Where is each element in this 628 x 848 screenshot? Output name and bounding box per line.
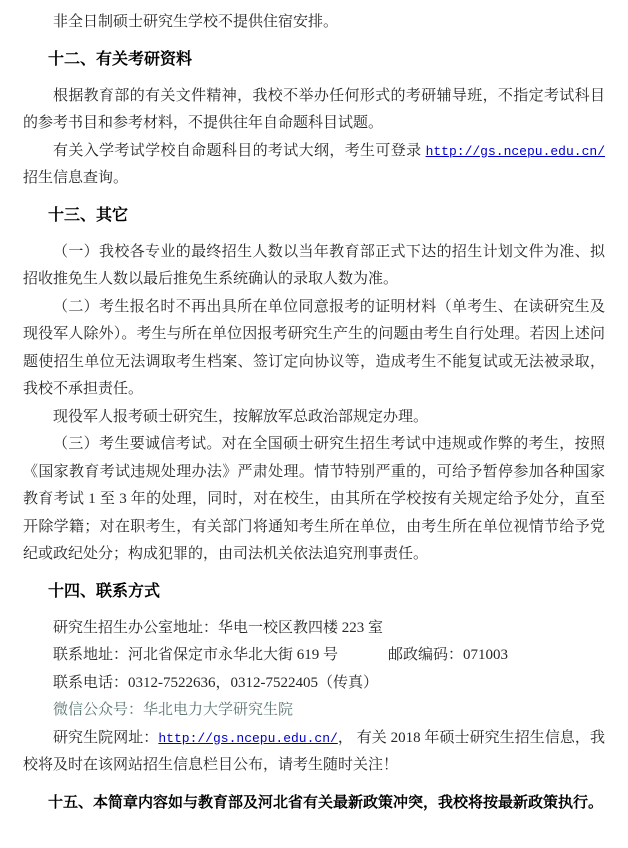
- registration-certificate-paragraph: （二）考生报名时不再出具所在单位同意报考的证明材料（单考生、在读研究生及现役军人除外）。考生与所在单位因报考研究生产生的问题由考生自行处理。若因上述问题使招生单位无法调取考生档案、签订定向协议等，造成考生不能复试或无法被录取，我校不承担责任。: [23, 298, 605, 397]
- wechat-account-line: 微信公众号：华北电力大学研究生院: [53, 702, 294, 718]
- housing-note-paragraph: 非全日制硕士研究生学校不提供住宿安排。: [53, 14, 339, 30]
- exam-materials-policy-paragraph: 根据教育部的有关文件精神，我校不举办任何形式的考研辅导班，不指定考试科目的参考书目和参考材料，不提供往年自命题科目试题。: [23, 87, 605, 131]
- exam-syllabus-site-link[interactable]: http://gs.ncepu.edu.cn/: [425, 143, 605, 159]
- exam-syllabus-text-pre: 有关入学考试学校自命题科目的考试大纲，考生可登录: [53, 142, 426, 159]
- mailing-address-text: 联系地址：河北省保定市永华北大街 619 号: [53, 647, 339, 663]
- exam-syllabus-text-post: 招生信息查询。: [23, 170, 129, 186]
- website-text-post: ， 有关 2018 年硕士研究生招生信息，我校将及时在该网站招生信息栏目公布，请考生随时关注！: [23, 729, 605, 773]
- graduate-school-site-link[interactable]: http://gs.ncepu.edu.cn/: [158, 730, 338, 746]
- postal-code-text: 邮政编码：071003: [388, 647, 509, 663]
- mailing-address-line: [23, 642, 605, 670]
- exam-syllabus-paragraph: [23, 138, 605, 193]
- section-14-heading: 十四、联系方式: [48, 582, 161, 600]
- phone-line: 联系电话：0312-7522636，0312-7522405（传真）: [53, 674, 378, 691]
- website-label-text: 研究生院网址：: [53, 729, 159, 746]
- section-15-heading: 十五、本简章内容如与教育部及河北省有关最新政策冲突，我校将按最新政策执行。: [48, 793, 604, 811]
- enrollment-quota-paragraph: （一）我校各专业的最终招生人数以当年教育部正式下达的招生计划文件为准、拟招收推免生人数以最后推免生系统确认的录取人数为准。: [23, 243, 605, 287]
- office-address-line: 研究生招生办公室地址：华电一校区教四楼 223 室: [53, 619, 384, 636]
- section-12-heading: 十二、有关考研资料: [48, 50, 193, 68]
- section-13-heading: 十三、其它: [48, 206, 129, 224]
- exam-integrity-paragraph: （三）考生要诚信考试。对在全国硕士研究生招生考试中违规或作弊的考生，按照《国家教育考试违规处理办法》严肃处理。情节特别严重的，可给予暂停参加各种国家教育考试 1 至 3 年的处理，同时，对在校生，由其所在学校按有关规定给予处分，直至开除学籍；对在职考生，有关部门将通知考生所在单位，由考生所在单位视情节给予党纪或政纪处分；构成犯罪的，由司法机关依法追究刑事责任。: [23, 436, 605, 562]
- military-applicants-paragraph: 现役军人报考硕士研究生，按解放军总政治部规定办理。: [53, 408, 429, 425]
- website-paragraph: [23, 725, 605, 780]
